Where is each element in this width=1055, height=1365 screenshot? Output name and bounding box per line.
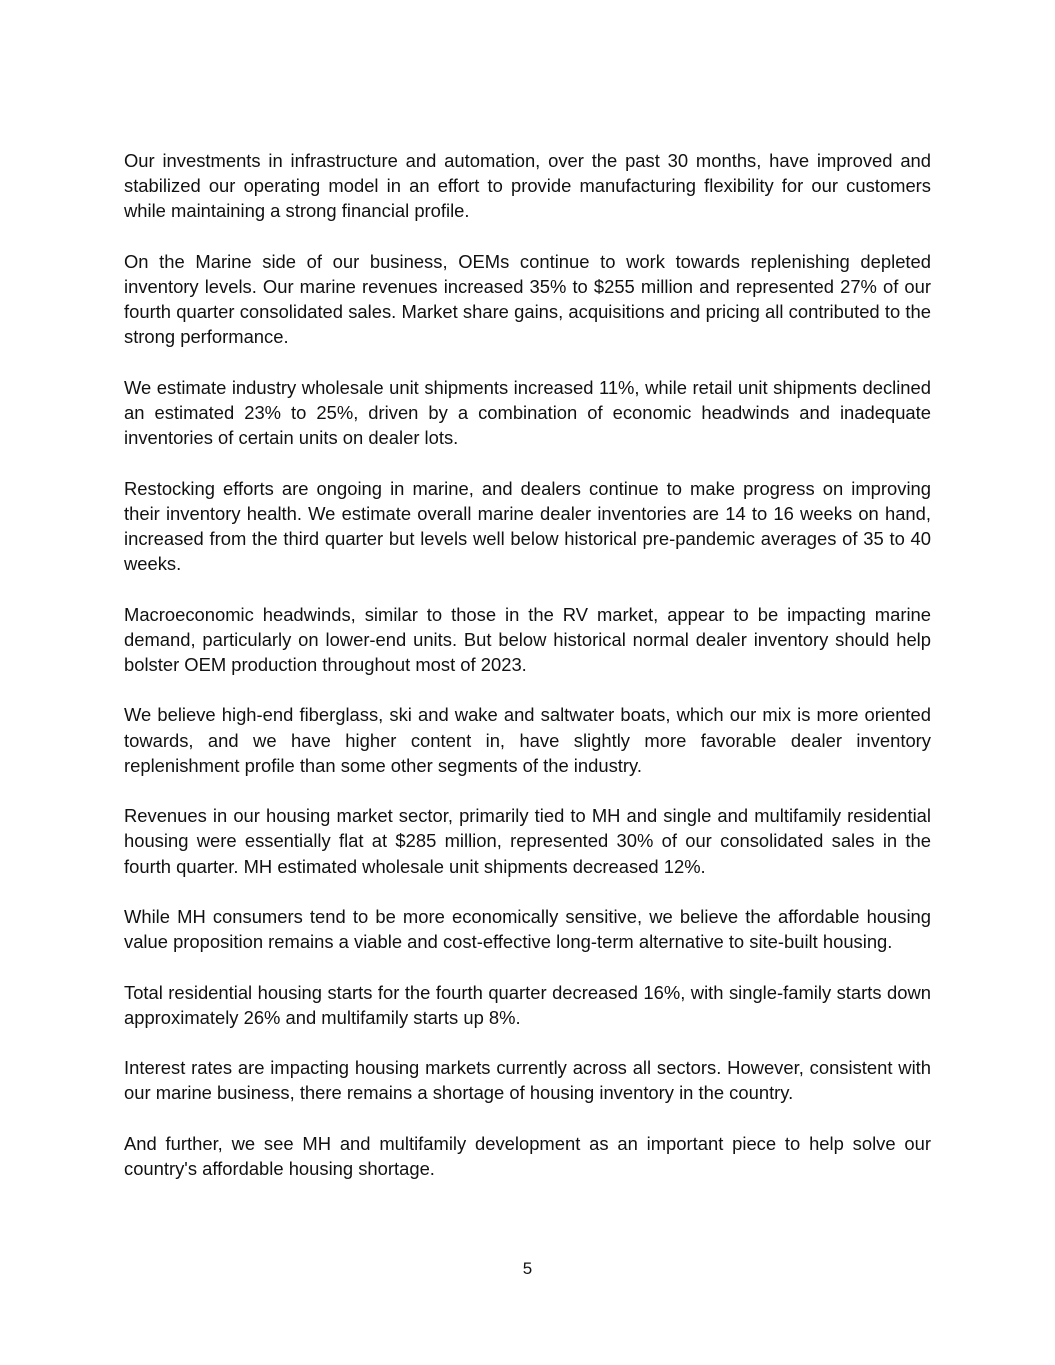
paragraph-housing-revenues: Revenues in our housing market sector, primarily tied to MH and single and multifamily residential housing were essentially flat at $285 million, represented 30% of our consolidated sales in the fourth quarter. MH estimated wholesale unit shipments decreased 12%. (124, 805, 931, 877)
paragraph-high-end-boats: We believe high-end fiberglass, ski and wake and saltwater boats, which our mix is more oriented towards, and we have higher content in, have slightly more favorable dealer inventory replenishment profile than some other segments of the industry. (124, 704, 931, 776)
paragraph-infrastructure-investments: Our investments in infrastructure and automation, over the past 30 months, have improved and stabilized our operating model in an effort to provide manufacturing flexibility for our customers while maintaining a strong financial profile. (124, 150, 931, 222)
paragraph-affordable-housing: And further, we see MH and multifamily development as an important piece to help solve our country's affordable housing shortage. (124, 1132, 931, 1179)
paragraph-mh-consumers: While MH consumers tend to be more economically sensitive, we believe the affordable housing value proposition remains a viable and cost-effective long-term alternative to site-built housing. (124, 905, 931, 953)
paragraph-marine-revenues: On the Marine side of our business, OEMs continue to work towards replenishing depleted inventory levels. Our marine revenues increased 35% to $255 million and represented 27% of our fourth quarter consolidated sales. Market share gains, acquisitions and pricing all contributed to the strong performance. (124, 250, 931, 348)
page-number: 5 (522, 1259, 533, 1278)
body-text (124, 148, 931, 1181)
paragraph-housing-starts: Total residential housing starts for the fourth quarter decreased 16%, with single-family starts down approximately 26% and multifamily starts up 8%. (124, 981, 931, 1028)
paragraph-wholesale-shipments: We estimate industry wholesale unit shipments increased 11%, while retail unit shipments declined an estimated 23% to 25%, driven by a combination of economic headwinds and inadequate inventories of certain units on dealer lots. (124, 376, 931, 449)
paragraph-interest-rates: Interest rates are impacting housing markets currently across all sectors. However, consistent with our marine business, there remains a shortage of housing inventory in the country. (124, 1057, 931, 1104)
paragraph-restocking-efforts: Restocking efforts are ongoing in marine, and dealers continue to make progress on improving their inventory health. We estimate overall marine dealer inventories are 14 to 16 weeks on hand, increased from the third quarter but levels well below historical pre-pandemic averages of 35 to 40 weeks. (124, 477, 931, 575)
paragraph-macroeconomic-headwinds: Macroeconomic headwinds, similar to those in the RV market, appear to be impacting marine demand, particularly on lower-end units. But below historical normal dealer inventory should help bolster OEM production throughout most of 2023. (124, 603, 931, 675)
